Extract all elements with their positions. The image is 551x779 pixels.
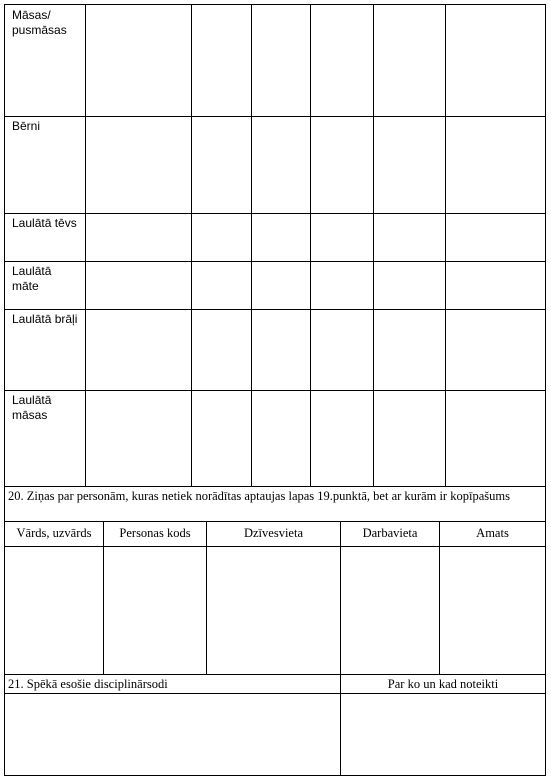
- col-border-right: [545, 521, 546, 674]
- header-bottom-line: [4, 546, 546, 547]
- row-label-sisters: Māsas/ pusmāsas: [12, 8, 67, 37]
- section-21-bottom-line: [4, 775, 546, 776]
- col-divider: [103, 521, 104, 674]
- section-21-title: 21. Spēkā esošie disciplinārsodi: [8, 677, 168, 691]
- row-label-spouse-father: Laulātā tēvs: [12, 216, 77, 230]
- section-border-right: [545, 486, 546, 522]
- col-divider: [373, 4, 374, 486]
- section-20-title: 20. Ziņas par personām, kuras netiek norādītas aptaujas lapas 19.punktā, bet ar kurām ir kopīpašums: [8, 489, 510, 503]
- header-residence: Dzīvesvieta: [243, 526, 303, 540]
- row-label-children: Bērni: [12, 119, 41, 133]
- col-divider: [206, 521, 207, 674]
- header-name: Vārds, uzvārds: [16, 526, 92, 540]
- header-workplace: Darbavieta: [362, 526, 418, 540]
- row-divider: [4, 486, 546, 487]
- col-divider: [445, 4, 446, 486]
- row-label-spouse-mother: Laulātā māte: [12, 264, 52, 293]
- table-border-left: [4, 4, 5, 486]
- section-border-left: [4, 486, 5, 522]
- row-label-spouse-sisters: Laulātā māsas: [12, 393, 52, 422]
- section-21-border-left: [4, 674, 5, 775]
- table-border-right: [545, 4, 546, 486]
- col-border-left: [4, 521, 5, 674]
- header-position: Amats: [476, 526, 509, 540]
- col-divider: [439, 521, 440, 674]
- col-divider: [85, 4, 86, 486]
- col-divider: [340, 521, 341, 674]
- row-label-spouse-brothers: Laulātā brāļi: [12, 312, 78, 326]
- col-divider: [251, 4, 252, 486]
- section-21-right-header: Par ko un kad noteikti: [387, 677, 499, 691]
- header-top-line: [4, 521, 546, 522]
- col-divider: [310, 4, 311, 486]
- section-21-border-right: [545, 674, 546, 775]
- header-personal-code: Personas kods: [119, 526, 191, 540]
- section-21-header-line: [4, 693, 546, 694]
- col-divider: [191, 4, 192, 486]
- section-20-bottom-line: [4, 674, 546, 675]
